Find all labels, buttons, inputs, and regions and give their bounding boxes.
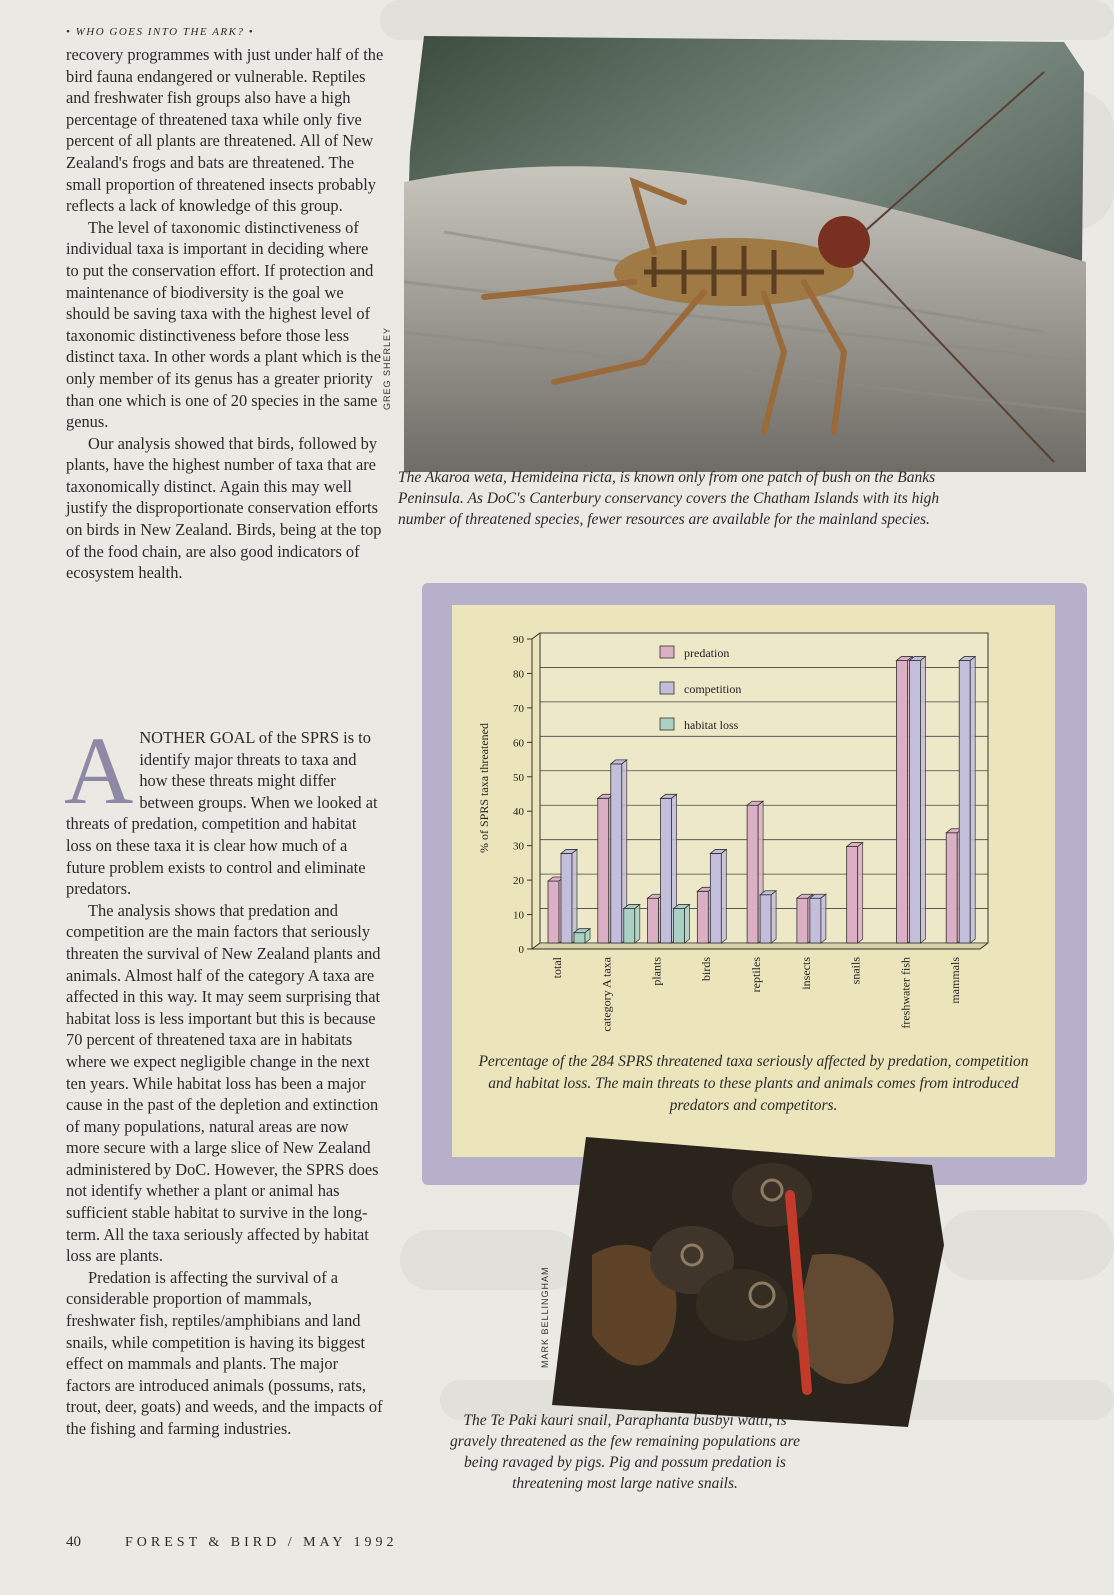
y-tick-label: 0: [518, 944, 524, 956]
bar-competition: [810, 898, 821, 943]
bar-competition: [661, 798, 672, 943]
bar-side: [685, 905, 690, 943]
publication-info: FOREST & BIRD / MAY 1992: [125, 1535, 398, 1550]
y-tick-label: 20: [513, 875, 524, 888]
running-header: • WHO GOES INTO THE ARK? •: [66, 26, 255, 38]
legend-label: predation: [684, 646, 730, 660]
body-column-top: [66, 44, 384, 584]
photo-credit: GREG SHERLEY: [382, 326, 392, 410]
bar-competition: [710, 853, 721, 943]
bar-predation: [747, 805, 758, 943]
x-tick-label: mammals: [948, 957, 963, 1004]
snail-photo: [552, 1135, 944, 1430]
bar-side: [920, 657, 925, 943]
snail-caption: The Te Paki kauri snail, Paraphanta busbyi watti, is gravely threatened as the few remaining populations are being ravaged by pigs. Pig and possum predation is threatening most large native snails.: [450, 1412, 800, 1492]
bar-competition: [561, 853, 572, 943]
y-tick-label: 40: [513, 806, 524, 819]
y-tick-label: 90: [513, 634, 524, 646]
x-tick-label: snails: [848, 957, 863, 985]
bar-chart: [452, 605, 1055, 1045]
bar-competition: [611, 764, 622, 943]
body-column-bottom: [64, 717, 384, 1440]
bar-predation: [797, 898, 808, 943]
bar-competition: [909, 661, 920, 943]
bar-habitat-loss: [624, 909, 635, 943]
bar-side: [821, 894, 826, 943]
y-tick-label: 50: [513, 771, 524, 784]
bar-side: [721, 849, 726, 943]
chart-area: [452, 605, 1055, 1157]
paragraph: The level of taxonomic distinctiveness of individual taxa is important in deciding where to put the conservation effort. If protection and maintenance of biodiversity is the goal we should be saving taxa with the highest level of taxonomic distinctiveness before those less distinct taxa. In other words a plant which is the only member of its genus has a greater priority than one which is one of 20 species in the same genus.: [66, 217, 381, 432]
legend-label: competition: [684, 682, 742, 696]
bar-side: [771, 891, 776, 943]
chart-panel: [422, 583, 1087, 1185]
y-axis-line: [532, 633, 540, 949]
bar-habitat-loss: [674, 909, 685, 943]
x-tick-label: reptiles: [749, 957, 763, 993]
drop-cap: A: [64, 717, 134, 824]
x-tick-label: insects: [798, 957, 813, 990]
x-tick-label: plants: [649, 957, 664, 986]
bar-predation: [648, 898, 659, 943]
page-footer: [66, 1534, 397, 1551]
x-tick-label: freshwater fish: [898, 957, 913, 1029]
paragraph: Our analysis showed that birds, followed by plants, have the highest number of taxa that are taxonomically distinct. Again this may well justify the disproportionate conservation efforts on birds in New Zealand. Birds, being at the top of the food chain, are also good indicators of ecosystem health.: [66, 433, 382, 583]
bar-predation: [946, 833, 957, 943]
chart-caption: Percentage of the 284 SPRS threatened taxa seriously affected by predation, competition and habitat loss. The main threats to these plants and animals comes from introduced predators and competitors.: [478, 1053, 1029, 1114]
paragraph: NOTHER GOAL of the SPRS is to identify major threats to taxa and how these threats might differ between groups. When we looked at threats of predation, competition and habitat loss on these taxa it is clear how much of a future problem exists to control and eliminate predators.: [66, 728, 378, 899]
y-tick-label: 10: [513, 909, 524, 922]
y-axis-label: % of SPRS taxa threatened: [477, 723, 491, 853]
page-number: 40: [66, 1534, 81, 1550]
y-tick-label: 30: [513, 840, 524, 853]
paragraph: recovery programmes with just under half of the bird fauna endangered or vulnerable. Reptiles and freshwater fish groups also have a high percentage of threatened taxa while only five percent of all plants are threatened. All of New Zealand's frogs and bats are threatened. The small proportion of threatened insects probably reflects a lack of knowledge of this group.: [66, 45, 384, 216]
bar-predation: [598, 798, 609, 943]
bar-habitat-loss: [574, 933, 585, 943]
weta-photo: [404, 32, 1086, 472]
plot-floor: [532, 943, 988, 949]
bar-competition: [760, 895, 771, 943]
bar-side: [970, 657, 975, 943]
bar-competition: [959, 661, 970, 943]
paragraph: The analysis shows that predation and competition are the main factors that seriously threaten the survival of New Zealand plants and animals. Almost half of the category A taxa are affected in this way. It may seem surprising that habitat loss is less important but this is because 70 percent of threatened taxa are in habitats where we expect negligible change in the next ten years. While habitat loss has been a major cause in the past of the depletion and extinction of many populations, natural areas are now more secure with a large slice of New Zealand administered by DoC. However, the SPRS does not identify whether a plant or animal has sufficient stable habitat to survive in the long-term. All the taxa seriously affected by habitat loss are plants.: [66, 900, 381, 1266]
legend-label: habitat loss: [684, 718, 739, 732]
y-tick-label: 80: [513, 668, 524, 681]
y-tick-label: 70: [513, 702, 524, 715]
legend-swatch: [660, 646, 674, 658]
bar-predation: [548, 881, 559, 943]
x-tick-label: category A taxa: [599, 957, 614, 1032]
y-tick-label: 60: [513, 737, 524, 750]
bar-predation: [697, 891, 708, 943]
x-tick-label: birds: [699, 957, 714, 981]
photo-credit: MARK BELLINGHAM: [540, 1266, 550, 1368]
bar-side: [858, 843, 863, 943]
x-tick-label: total: [549, 957, 564, 979]
legend-swatch: [660, 682, 674, 694]
weta-caption: The Akaroa weta, Hemideina ricta, is known only from one patch of bush on the Banks Peninsula. As DoC's Canterbury conservancy covers the Chatham Islands with its high number of threatened species, fewer resources are available for the mainland species.: [398, 469, 940, 528]
paragraph: Predation is affecting the survival of a considerable proportion of mammals, freshwater fish, reptiles/amphibians and land snails, while competition is having its biggest effect on mammals and plants. The major factors are introduced animals (possums, rats, trout, deer, goats) and weeds, and the impacts of the fishing and farming industries.: [66, 1267, 383, 1438]
bar-side: [635, 905, 640, 943]
legend-swatch: [660, 718, 674, 730]
bar-predation: [847, 847, 858, 943]
bar-side: [572, 849, 577, 943]
bar-predation: [896, 661, 907, 943]
